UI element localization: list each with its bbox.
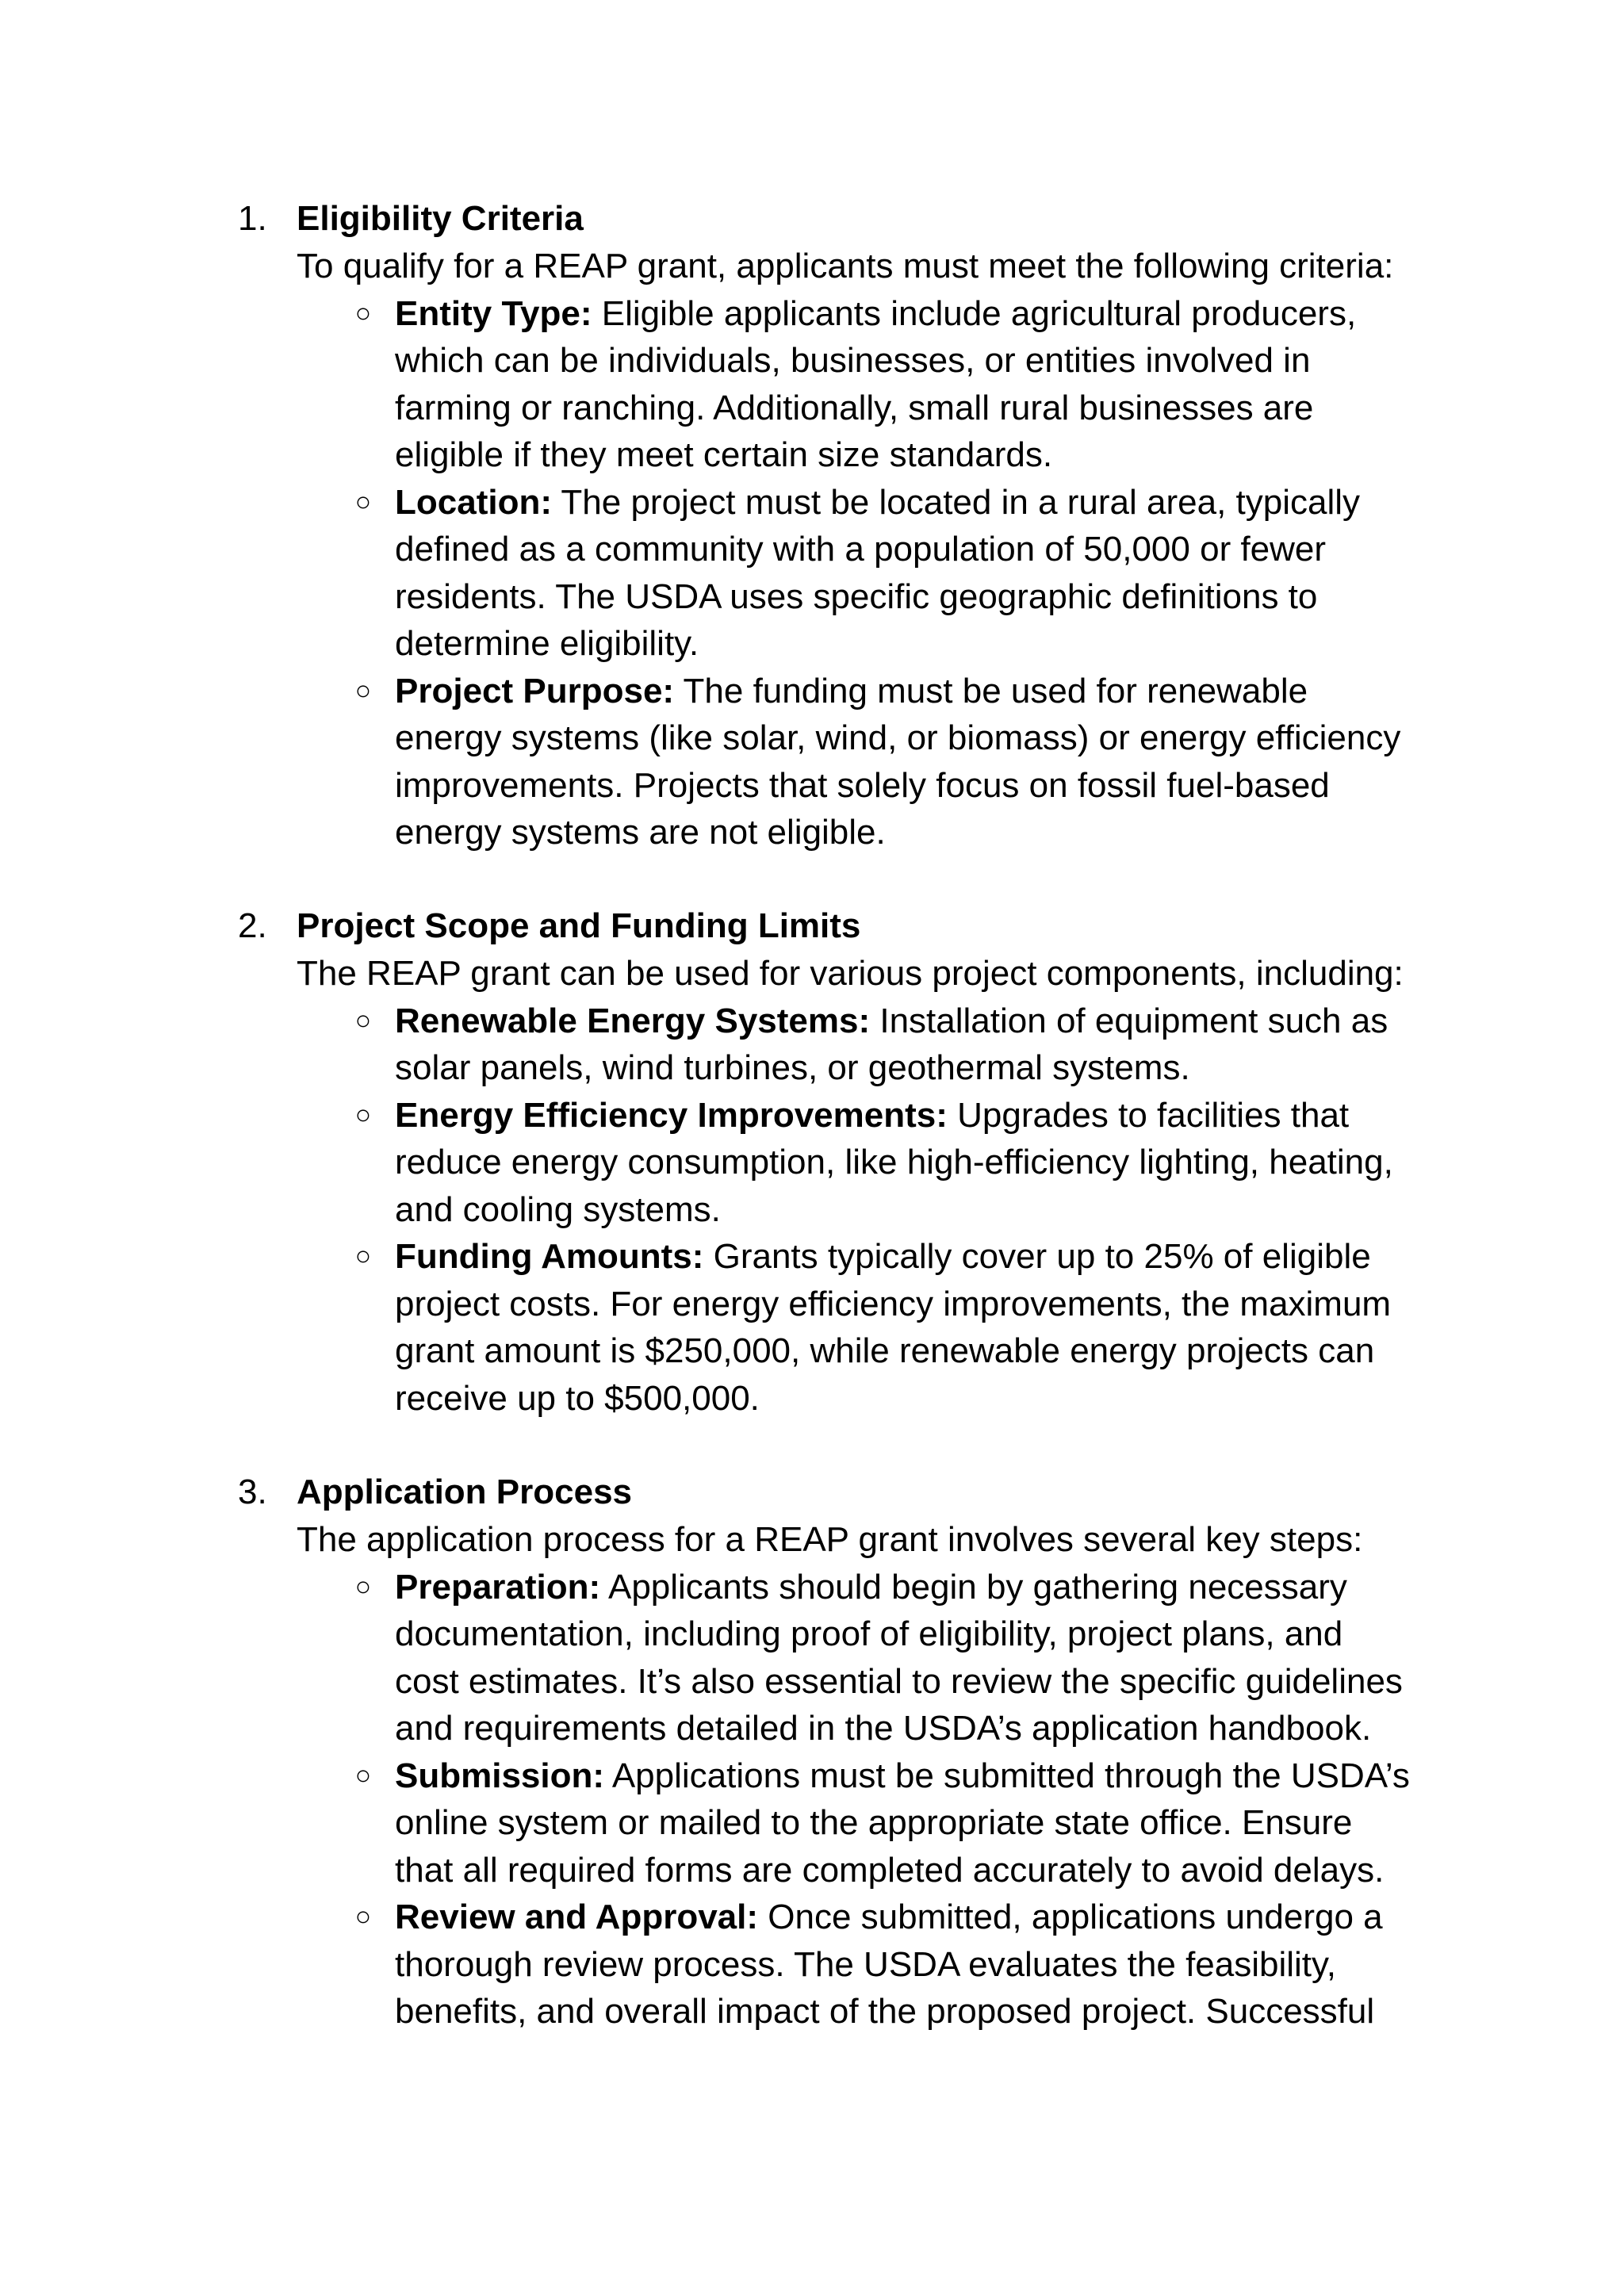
bullet-term: Project Purpose: — [395, 671, 675, 710]
bullet-line — [395, 1894, 1489, 1941]
bullet-line — [395, 290, 1489, 338]
bullet-text: Eligible applicants include agricultural producers, — [592, 293, 1357, 333]
bullet-line: and cooling systems. — [395, 1189, 721, 1229]
bullet-line: grant amount is $250,000, while renewable energy projects can — [395, 1331, 1375, 1370]
bullet-location — [354, 479, 1489, 668]
bullet-entity-type — [354, 290, 1489, 479]
bullet-line: eligible if they meet certain size standards. — [395, 435, 1053, 474]
bullet-text: Applications must be submitted through the USDA’s — [604, 1756, 1410, 1795]
bullet-list — [238, 1564, 1475, 2035]
bullet-line: receive up to $500,000. — [395, 1378, 760, 1418]
bullet-text: The funding must be used for renewable — [674, 671, 1308, 710]
section-heading-row — [238, 902, 1475, 950]
section-heading: Eligibility Criteria — [297, 199, 584, 238]
bullet-term: Location: — [395, 482, 552, 522]
bullet-line: which can be individuals, businesses, or entities involved in — [395, 341, 1311, 380]
section-intro: The REAP grant can be used for various project components, including: — [297, 954, 1404, 993]
bullet-line: project costs. For energy efficiency improvements, the maximum — [395, 1284, 1392, 1323]
bullet-line: cost estimates. It’s also essential to review the specific guidelines — [395, 1661, 1403, 1701]
section-application-process — [238, 1469, 1475, 2035]
hollow-circle-bullet-icon: ○ — [354, 297, 372, 328]
bullet-line — [395, 479, 1489, 527]
section-eligibility-criteria — [238, 195, 1475, 856]
section-heading: Project Scope and Funding Limits — [297, 906, 861, 945]
bullet-text: Upgrades to facilities that — [947, 1095, 1350, 1135]
bullet-renewable-energy-systems — [354, 998, 1489, 1092]
bullet-line: farming or ranching. Additionally, small rural businesses are — [395, 388, 1314, 427]
hollow-circle-bullet-icon: ○ — [354, 1241, 372, 1271]
bullet-line: reduce energy consumption, like high-efficiency lighting, heating, — [395, 1143, 1393, 1181]
bullet-review-and-approval — [354, 1894, 1489, 2035]
bullet-project-purpose — [354, 668, 1489, 856]
bullet-line — [395, 668, 1489, 715]
section-number: 3. — [238, 1473, 267, 1511]
bullet-line: determine eligibility. — [395, 624, 699, 663]
bullet-line — [395, 1233, 1489, 1281]
bullet-line: documentation, including proof of eligibility, project plans, and — [395, 1614, 1343, 1653]
bullet-line — [395, 1092, 1489, 1139]
bullet-list — [238, 290, 1475, 856]
bullet-line — [395, 1752, 1489, 1800]
bullet-energy-efficiency — [354, 1092, 1489, 1234]
section-intro: The application process for a REAP grant involves several key steps: — [297, 1520, 1363, 1559]
bullet-line: and requirements detailed in the USDA’s application handbook. — [395, 1709, 1372, 1748]
section-heading-row — [238, 1469, 1475, 1516]
bullet-line: solar panels, wind turbines, or geothermal systems. — [395, 1048, 1190, 1087]
bullet-text: Grants typically cover up to 25% of eligible — [703, 1237, 1371, 1276]
bullet-term: Funding Amounts: — [395, 1237, 704, 1276]
bullet-term: Energy Efficiency Improvements: — [395, 1095, 948, 1135]
hollow-circle-bullet-icon: ○ — [354, 1571, 372, 1602]
bullet-text: The project must be located in a rural area, typically — [551, 482, 1361, 522]
bullet-line: that all required forms are completed accurately to avoid delays. — [395, 1850, 1385, 1890]
section-intro: To qualify for a REAP grant, applicants must meet the following criteria: — [297, 247, 1394, 285]
bullet-line: defined as a community with a population of 50,000 or fewer — [395, 530, 1327, 569]
section-number: 1. — [238, 199, 267, 238]
bullet-text: Installation of equipment such as — [870, 1001, 1388, 1040]
bullet-line: benefits, and overall impact of the proposed project. Successful — [395, 1992, 1375, 2031]
bullet-line: improvements. Projects that solely focus on fossil fuel-based — [395, 765, 1330, 805]
bullet-list — [238, 998, 1475, 1423]
bullet-line: residents. The USDA uses specific geographic definitions to — [395, 576, 1318, 616]
bullet-term: Submission: — [395, 1756, 605, 1795]
bullet-line — [395, 998, 1489, 1045]
section-heading-row — [238, 195, 1475, 243]
bullet-submission — [354, 1752, 1489, 1894]
bullet-line: online system or mailed to the appropriate state office. Ensure — [395, 1803, 1353, 1842]
bullet-term: Renewable Energy Systems: — [395, 1001, 871, 1040]
bullet-line — [395, 1564, 1489, 1611]
bullet-funding-amounts — [354, 1233, 1489, 1422]
hollow-circle-bullet-icon: ○ — [354, 1099, 372, 1130]
hollow-circle-bullet-icon: ○ — [354, 486, 372, 517]
hollow-circle-bullet-icon: ○ — [354, 1005, 372, 1036]
hollow-circle-bullet-icon: ○ — [354, 1760, 372, 1790]
bullet-text: Once submitted, applications undergo a — [758, 1898, 1383, 1936]
bullet-term: Preparation: — [395, 1567, 601, 1607]
section-number: 2. — [238, 906, 267, 945]
bullet-line: energy systems are not eligible. — [395, 813, 886, 852]
bullet-line: thorough review process. The USDA evaluates the feasibility, — [395, 1944, 1336, 1984]
bullet-term: Entity Type: — [395, 293, 592, 333]
hollow-circle-bullet-icon: ○ — [354, 675, 372, 706]
bullet-text: Applicants should begin by gathering necessary — [600, 1567, 1347, 1607]
section-heading: Application Process — [297, 1473, 633, 1511]
bullet-preparation — [354, 1564, 1489, 1752]
section-project-scope — [238, 902, 1475, 1422]
hollow-circle-bullet-icon: ○ — [354, 1901, 372, 1932]
bullet-line: energy systems (like solar, wind, or biomass) or energy efficiency — [395, 718, 1401, 757]
bullet-term: Review and Approval: — [395, 1898, 759, 1936]
